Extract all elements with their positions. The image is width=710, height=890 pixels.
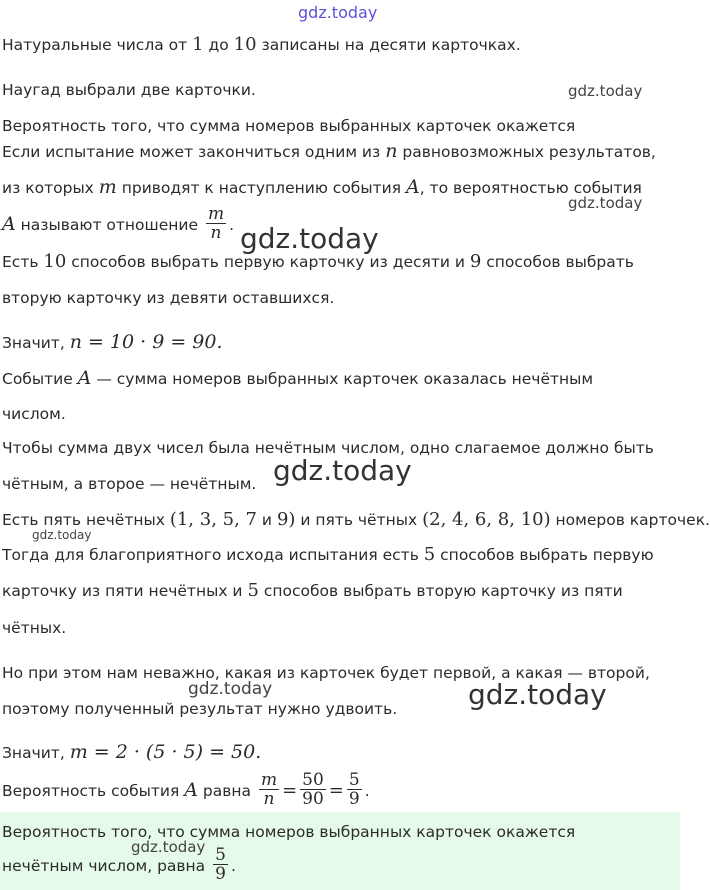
solution-line-1: Есть 10 способов выбрать первую карточку из десяти и 9 способов выбрать <box>2 251 634 272</box>
answer-fraction: $\frac{5}{9}$ <box>215 845 226 884</box>
watermark-top: gdz.today <box>298 3 378 22</box>
problem-line-1: Натуральные числа от 1 до 10 записаны на десяти карточках. <box>2 34 521 55</box>
answer-line-2: нечётным числом, равна $\frac{5}{9}$ . <box>2 845 236 884</box>
solution-line-2: вторую карточку из девяти оставшихся. <box>2 289 335 307</box>
problem-line-2: Наугад выбрали две карточки. <box>2 81 256 99</box>
watermark: gdz.today <box>131 838 206 856</box>
watermark: gdz.today <box>273 454 412 487</box>
cards-line: Есть пять нечётных (1, 3, 5, 7 и 9) и пять чётных (2, 4, 6, 8, 10) номеров карточек. <box>2 509 710 530</box>
favorable-line-2: карточку из пяти нечётных и 5 способов выбрать вторую карточку из пяти <box>2 580 623 601</box>
watermark: gdz.today <box>240 222 379 255</box>
double-line-2: поэтому полученный результат нужно удвоить. <box>2 700 398 718</box>
watermark: gdz.today <box>568 82 643 100</box>
parity-line-2: чётным, а второе — нечётным. <box>2 475 257 493</box>
answer-line-1: Вероятность того, что сумма номеров выбранных карточек окажется <box>2 823 576 841</box>
favorable-line-3: чётных. <box>2 619 67 637</box>
parity-line-1: Чтобы сумма двух чисел была нечётным числом, одно слагаемое должно быть <box>2 439 654 457</box>
watermark: gdz.today <box>188 679 273 699</box>
fraction-50-over-90: $\frac{50}{90}$ <box>302 770 324 809</box>
probability-line: Вероятность события A равна $\frac{m}{n}$ = $\frac{50}{90}$ = $\frac{5}{9}$ . <box>2 770 370 809</box>
watermark: gdz.today <box>468 678 607 711</box>
favorable-line-1: Тогда для благоприятного исхода испытания есть 5 способов выбрать первую <box>2 544 654 565</box>
fraction-5-over-9: $\frac{5}{9}$ <box>348 770 360 809</box>
watermark: gdz.today <box>568 194 643 212</box>
solution-m-equation: Значит, m = 2 · (5 · 5) = 50. <box>2 741 262 763</box>
watermark: gdz.today <box>32 528 92 542</box>
definition-line-1: Если испытание может закончиться одним из n равновозможных результатов, <box>2 140 656 162</box>
problem-question: Вероятность того, что сумма номеров выбранных карточек окажется <box>2 117 576 135</box>
double-line-1: Но при этом нам неважно, какая из карточек будет первой, а какая — второй, <box>2 664 650 682</box>
definition-line-3: A называют отношение $\frac{m}{n}$ . <box>2 204 234 243</box>
event-line-2: числом. <box>2 405 66 423</box>
definition-line-2: из которых m приводят к наступлению события A, то вероятностью события <box>2 176 642 198</box>
solution-n-equation: Значит, n = 10 · 9 = 90. <box>2 331 223 353</box>
fraction-m-over-n: $\frac{m}{n}$ <box>207 204 225 243</box>
event-line-1: Событие A — сумма номеров выбранных карточек оказалась нечётным <box>2 367 594 389</box>
fraction-m-over-n: $\frac{m}{n}$ <box>260 770 278 809</box>
